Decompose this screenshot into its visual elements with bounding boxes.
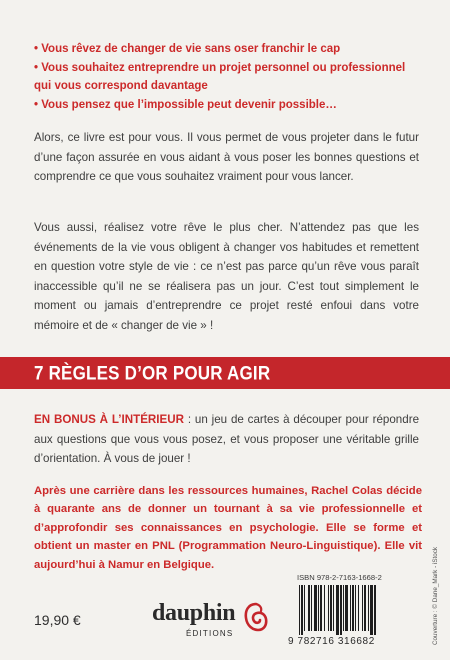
barcode-bar (343, 585, 344, 631)
barcode-bar (311, 585, 312, 631)
barcode-bar (314, 585, 317, 631)
barcode-bar (304, 585, 305, 631)
bullet-item: • Vous souhaitez entreprendre un projet personnel ou professionnel qui vous correspond davantage (34, 61, 406, 92)
intro-paragraph: Alors, ce livre est pour vous. Il vous permet de vous projeter dans le futur d’une façon assurée en vous aidant à vous poser les bonnes questions et comprendre ce que vous souhaitez vraiment pour vous lancer. (34, 131, 419, 184)
bullet-item: • Vous rêvez de changer de vie sans oser franchir le cap (34, 43, 341, 55)
barcode-digits: 9 782716 316682 (288, 636, 375, 647)
bullet-list (34, 40, 424, 114)
barcode-bar (333, 585, 334, 631)
barcode-bar (336, 585, 339, 635)
barcode-bar (368, 585, 369, 631)
barcode-bar (330, 585, 332, 631)
author-bio: Après une carrière dans les ressources humaines, Rachel Colas décide à quarante ans de donner un tournant à sa vie professionnelle et d’approfondir ses connaissances en psychologie. Elle se forme et obtient un master en PNL (Programmation Neuro-Linguistique). Elle vit aujourd’hui à Namur en Belgique. (34, 485, 422, 571)
body-paragraph: Vous aussi, réalisez votre rêve le plus cher. N’attendez pas que les événements de la vie vous obligent à changer vos habitudes et remettent en question votre style de vie : ce n’est pas parce qu’un rêve vous paraît inaccessible qu’il ne se réalisera pas un jour. C’est tout simplement le moment ou jamais d’entreprendre ce projet resté enfoui dans votre mémoire et de « changer de vie » ! (34, 221, 419, 332)
bonus-text: : un jeu de cartes à découper pour répondre aux questions que vous vous posez, et vous proposer une véritable grille d’orientation. À vous de jouer ! (34, 413, 420, 466)
barcode-bar (364, 585, 366, 631)
barcode-bar (370, 585, 373, 635)
title-banner (0, 357, 450, 389)
publisher-sub: ÉDITIONS (186, 629, 234, 638)
barcode-bar (355, 585, 356, 631)
price: 19,90 € (34, 612, 81, 628)
photo-credit: Couverture : © Dane_Mark - iStock (432, 546, 439, 645)
barcode-bar (358, 585, 359, 631)
banner-title: 7 RÈGLES D’OR POUR AGIR (34, 362, 271, 384)
barcode-bar (345, 585, 348, 631)
isbn-text: ISBN 978-2-7163-1668-2 (297, 573, 382, 582)
publisher-logo (152, 600, 272, 646)
barcode-bar (301, 585, 303, 635)
barcode-bar (318, 585, 319, 631)
barcode-bar (352, 585, 354, 631)
barcode-bar (299, 585, 300, 635)
barcode-bar (320, 585, 322, 631)
barcode-bar (362, 585, 363, 631)
publisher-name: dauphin (152, 600, 236, 626)
barcode-image (297, 585, 409, 635)
barcode-bar (328, 585, 329, 631)
dolphin-swirl-icon (243, 602, 269, 632)
bullet-item: • Vous pensez que l’impossible peut devenir possible… (34, 98, 337, 111)
bonus-paragraph (34, 410, 419, 469)
barcode-bar (350, 585, 351, 631)
barcode-bar (324, 585, 325, 631)
barcode-bar (340, 585, 342, 635)
barcode-bar (308, 585, 310, 631)
barcode-bar (374, 585, 376, 635)
bonus-label: EN BONUS À L’INTÉRIEUR (34, 413, 185, 426)
